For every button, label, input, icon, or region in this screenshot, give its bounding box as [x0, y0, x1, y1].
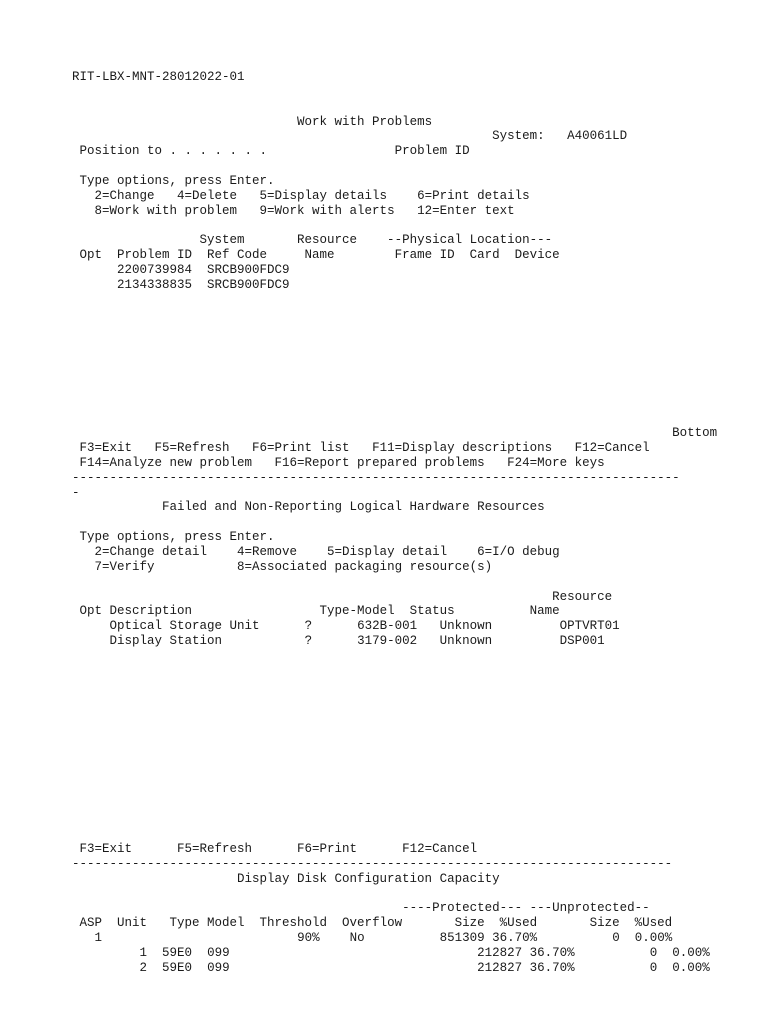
fr-row-name: OPTVRT01 [559, 619, 620, 634]
separator-wrap: - [72, 485, 80, 500]
fr-row-type-model: 3179-002 [357, 634, 418, 649]
wwp-row-problem-id[interactable]: 2134338835 [117, 277, 193, 292]
dc-unit: 1 [139, 945, 148, 960]
dc-prot-size: 851309 [439, 930, 485, 945]
dc-unprot-size: 0 [612, 930, 620, 945]
wwp-row-ref-code: SRCB900FDC9 [207, 262, 290, 277]
dc-model: 099 [207, 960, 230, 975]
wwp-position-to-label: Position to . . . . . . . [79, 144, 268, 159]
fr-row-flag: ? [304, 619, 313, 634]
dc-prot-size: 212827 [477, 945, 523, 960]
fr-row-name: DSP001 [559, 634, 605, 649]
fr-options-line1: 2=Change detail 4=Remove 5=Display detail 6=I/O debug [94, 545, 560, 559]
fr-title: Failed and Non-Reporting Logical Hardware Resources [162, 500, 545, 515]
fr-instructions: Type options, press Enter. [79, 530, 275, 545]
dc-model: 099 [207, 945, 230, 960]
wwp-system-label: System: [492, 129, 545, 144]
wwp-title: Work with Problems [297, 114, 433, 129]
dc-header-line1: ----Protected--- ---Unprotected-- [402, 901, 650, 916]
dc-prot-used: 36.70% [529, 945, 575, 960]
fr-row-description[interactable]: Optical Storage Unit [109, 619, 260, 634]
dc-unit: 2 [139, 960, 148, 975]
terminal-screen [72, 70, 717, 975]
dc-unprot-size: 0 [649, 960, 658, 975]
separator: --------------------------------------------------------------------------------- [72, 470, 680, 485]
fr-row-status: Unknown [439, 634, 493, 649]
wwp-options-line1: 2=Change 4=Delete 5=Display details 6=Print details [94, 188, 530, 203]
fr-fkeys[interactable]: F3=Exit F5=Refresh F6=Print F12=Cancel [79, 841, 478, 856]
dc-unprot-size: 0 [649, 945, 658, 960]
dc-prot-used: 36.70% [492, 930, 538, 945]
wwp-row-ref-code: SRCB900FDC9 [207, 277, 290, 292]
wwp-row-problem-id[interactable]: 2200739984 [117, 262, 193, 277]
dc-asp: 1 [94, 930, 103, 945]
wwp-fkeys-line1[interactable]: F3=Exit F5=Refresh F6=Print list F11=Display descriptions F12=Cancel [79, 441, 650, 456]
dc-threshold: 90% [297, 930, 320, 945]
fr-row-type-model: 632B-001 [357, 619, 418, 634]
dc-prot-used: 36.70% [529, 960, 575, 975]
dc-title: Display Disk Configuration Capacity [237, 871, 500, 886]
wwp-instructions: Type options, press Enter. [79, 173, 275, 188]
wwp-bottom-indicator: Bottom [672, 426, 718, 441]
fr-header-line2: Opt Description Type-Model Status Name [79, 604, 560, 619]
dc-header-line2: ASP Unit Type Model Threshold Overflow Size %Used Size %Used [79, 916, 673, 931]
dc-prot-size: 212827 [477, 960, 523, 975]
fr-options-line2: 7=Verify 8=Associated packaging resource(s) [94, 559, 493, 574]
fr-row-flag: ? [304, 634, 313, 649]
dc-unprot-used: 0.00% [634, 930, 673, 945]
dc-unprot-used: 0.00% [672, 945, 710, 960]
wwp-header-line2: Opt Problem ID Ref Code Name Frame ID Card Device [79, 248, 560, 263]
dc-overflow: No [349, 930, 365, 945]
wwp-fkeys-line2[interactable]: F14=Analyze new problem F16=Report prepared problems F24=More keys [79, 455, 605, 470]
wwp-position-to-field[interactable]: Problem ID [394, 144, 470, 159]
fr-header-resource: Resource [552, 589, 613, 604]
dc-unprot-used: 0.00% [672, 960, 710, 975]
wwp-header-line1: System Resource --Physical Location--- [199, 233, 553, 248]
separator: -------------------------------------------------------------------------------- [72, 856, 673, 871]
wwp-options-line2: 8=Work with problem 9=Work with alerts 12=Enter text [94, 203, 515, 218]
fr-row-status: Unknown [439, 619, 493, 634]
dc-type: 59E0 [162, 960, 193, 975]
fr-row-description[interactable]: Display Station [109, 634, 223, 649]
dc-type: 59E0 [162, 945, 193, 960]
document-id: RIT-LBX-MNT-28012022-01 [72, 70, 245, 84]
wwp-system-name: A40061LD [567, 129, 628, 144]
